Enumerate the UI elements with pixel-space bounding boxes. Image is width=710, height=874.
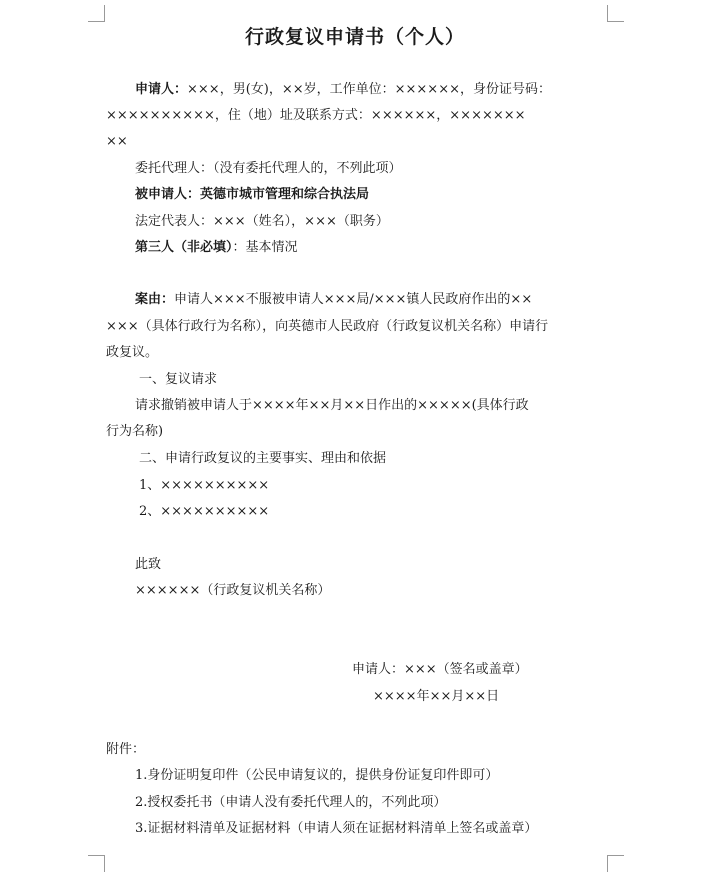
crop-mark-top-left bbox=[88, 5, 105, 22]
attachment-item-3: 3.证据材料清单及证据材料（申请人须在证据材料清单上签名或盖章） bbox=[135, 821, 538, 836]
case-text: 申请人×××不服被申请人×××局/×××镇人民政府作出的×× bbox=[174, 292, 533, 307]
third-party-value: ：基本情况 bbox=[232, 240, 298, 255]
section-2-item-2: 2、×××××××××× bbox=[139, 504, 270, 519]
applicant-label: 申请人： bbox=[135, 82, 188, 97]
case-line-2: ×××（具体行政行为名称），向英德市人民政府（行政复议机关名称）申请行 bbox=[106, 319, 549, 334]
respondent-value: 英德市城市管理和综合执法局 bbox=[200, 187, 370, 202]
case-line-1 bbox=[135, 291, 532, 309]
attachments-label: 附件： bbox=[106, 742, 146, 757]
section-1-line-1: 请求撤销被申请人于××××年××月××日作出的×××××(具体行政 bbox=[135, 398, 529, 413]
case-label: 案由： bbox=[135, 292, 175, 307]
case-line-3: 政复议。 bbox=[106, 345, 159, 360]
section-2-heading: 二、申请行政复议的主要事实、理由和依据 bbox=[139, 451, 387, 466]
applicant-line-1 bbox=[135, 81, 551, 99]
closing-recipient: ××××××（行政复议机关名称） bbox=[135, 583, 331, 598]
crop-mark-top-right bbox=[607, 5, 624, 22]
crop-mark-bottom-right bbox=[607, 855, 624, 872]
signature-applicant: 申请人：×××（签名或盖章） bbox=[352, 662, 528, 677]
agent-line: 委托代理人：（没有委托代理人的，不列此项） bbox=[135, 161, 402, 176]
closing-greeting: 此致 bbox=[135, 557, 162, 572]
signature-date: ××××年××月××日 bbox=[373, 689, 500, 704]
section-1-heading: 一、复议请求 bbox=[139, 372, 218, 387]
third-party-line bbox=[135, 239, 298, 257]
section-2-item-1: 1、×××××××××× bbox=[139, 478, 270, 493]
legal-rep-line: 法定代表人：×××（姓名），×××（职务） bbox=[135, 214, 389, 229]
document-title: 行政复议申请书（个人） bbox=[244, 26, 465, 48]
respondent-label: 被申请人： bbox=[135, 187, 201, 202]
respondent-line bbox=[135, 186, 369, 204]
applicant-line-3: ×× bbox=[106, 134, 128, 149]
section-1-line-2: 行为名称) bbox=[106, 424, 164, 439]
attachment-item-1: 1.身份证明复印件（公民申请复议的，提供身份证复印件即可） bbox=[135, 768, 499, 783]
applicant-line-2: ××××××××××，住（地）址及联系方式：××××××，××××××× bbox=[106, 108, 526, 123]
third-party-label: 第三人（非必填） bbox=[135, 240, 233, 255]
applicant-info: ×××，男(女)，××岁，工作单位：××××××，身份证号码： bbox=[187, 82, 551, 97]
crop-mark-bottom-left bbox=[88, 855, 105, 872]
attachment-item-2: 2.授权委托书（申请人没有委托代理人的，不列此项） bbox=[135, 795, 447, 810]
